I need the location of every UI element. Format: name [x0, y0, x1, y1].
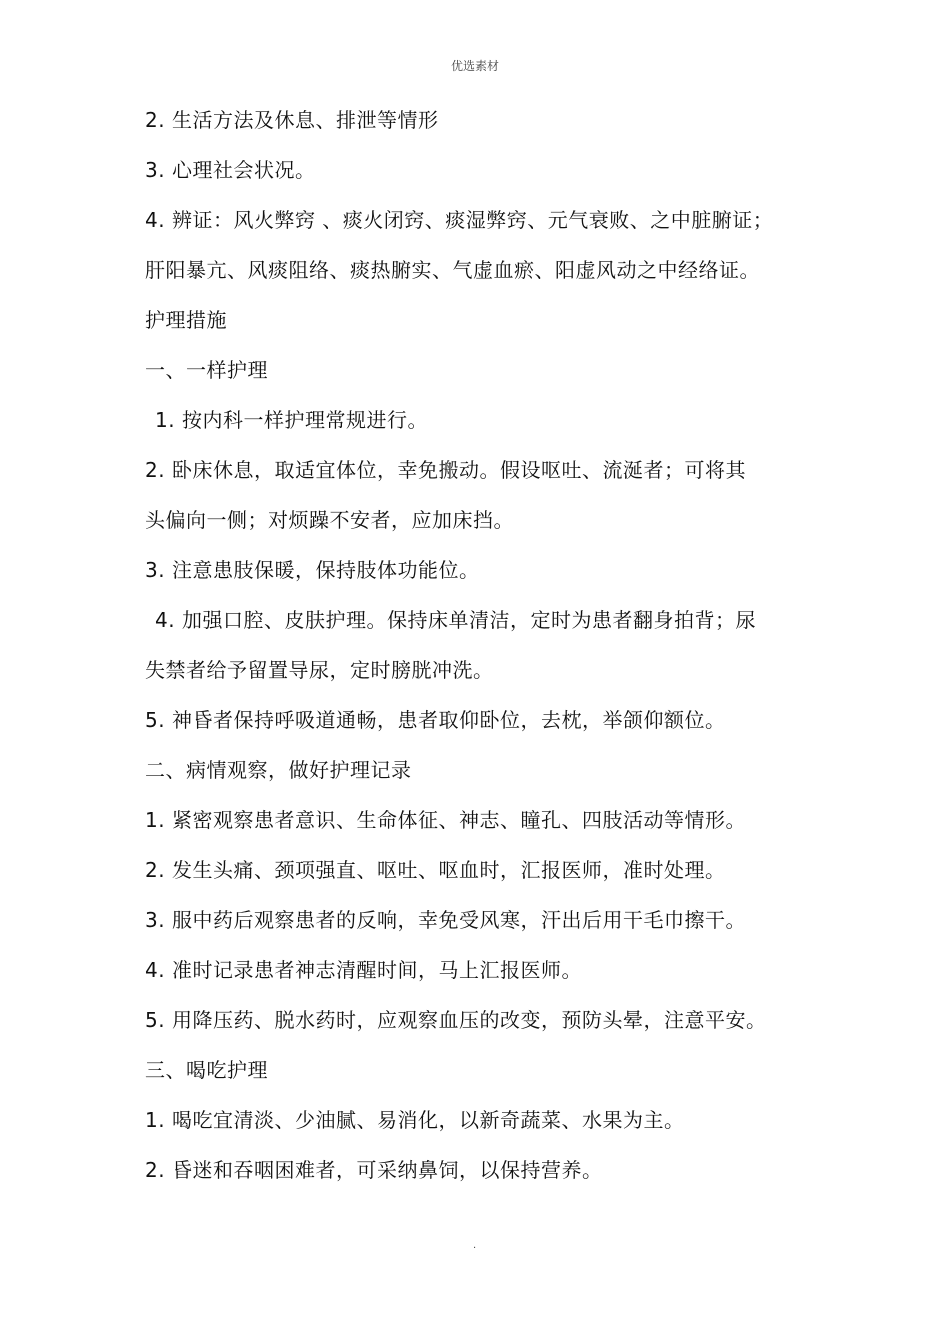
document-body: [145, 100, 835, 1200]
text-line: 1. 喝吃宜清淡、少油腻、易消化，以新奇蔬菜、水果为主。: [145, 1108, 685, 1132]
text-line: 2. 发生头痛、颈项强直、呕吐、呕血时，汇报医师，准时处理。: [145, 858, 726, 882]
section-heading: 二、病情观察，做好护理记录: [145, 758, 412, 782]
text-line: 4. 准时记录患者神志清醒时间，马上汇报医师。: [145, 958, 582, 982]
text-line: 1. 紧密观察患者意识、生命体征、神志、瞳孔、四肢活动等情形。: [145, 808, 746, 832]
text-line: 3. 心理社会状况。: [145, 158, 316, 182]
text-line: 2. 昏迷和吞咽困难者，可采纳鼻饲，以保持营养。: [145, 1158, 603, 1182]
page-header: 优选素材: [450, 59, 499, 73]
section-heading: 一、一样护理: [145, 358, 268, 382]
text-line: 5. 神昏者保持呼吸道通畅，患者取仰卧位，去枕，举颌仰额位。: [145, 708, 726, 732]
text-line: 2. 卧床休息，取适宜体位，幸免搬动。假设呕吐、流涎者；可将其: [145, 458, 746, 482]
text-line: 3. 服中药后观察患者的反响，幸免受风寒，汗出后用干毛巾擦干。: [145, 908, 746, 932]
page-footer: .: [473, 1240, 477, 1251]
text-line: 4. 加强口腔、皮肤护理。保持床单清洁，定时为患者翻身拍背；尿: [155, 608, 756, 632]
section-heading: 护理措施: [145, 308, 227, 332]
text-line: 4. 辨证：风火弊窍 、痰火闭窍、痰湿弊窍、元气衰败、之中脏腑证；: [145, 208, 774, 232]
text-line: 2. 生活方法及休息、排泄等情形: [145, 108, 439, 132]
text-line: 3. 注意患肢保暖，保持肢体功能位。: [145, 558, 480, 582]
section-heading: 三、喝吃护理: [145, 1058, 268, 1082]
text-line: 肝阳暴亢、风痰阻络、痰热腑实、气虚血瘀、阳虚风动之中经络证。: [145, 258, 760, 282]
text-line: 失禁者给予留置导尿，定时膀胱冲洗。: [145, 658, 494, 682]
text-line: 5. 用降压药、脱水药时，应观察血压的改变，预防头晕，注意平安。: [145, 1008, 767, 1032]
text-line: 1. 按内科一样护理常规进行。: [155, 408, 428, 432]
text-line: 头偏向一侧；对烦躁不安者，应加床挡。: [145, 508, 514, 532]
